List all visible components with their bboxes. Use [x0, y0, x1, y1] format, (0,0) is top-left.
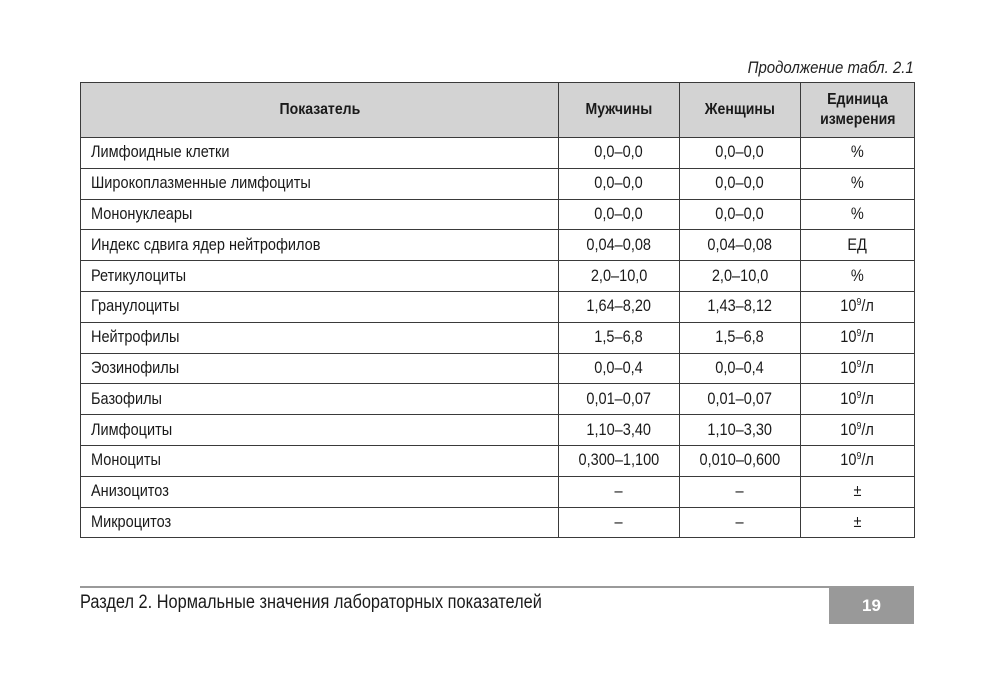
table-row	[81, 230, 915, 261]
cell-women: 0,0–0,0	[680, 168, 801, 199]
cell-men: 1,10–3,40	[559, 415, 680, 446]
cell-women: 0,04–0,08	[680, 230, 801, 261]
page-number: 19	[829, 588, 914, 624]
cell-indicator: Мононуклеары	[81, 199, 559, 230]
table-row	[81, 138, 915, 169]
cell-unit: $10^9/л$	[801, 415, 915, 446]
cell-men: –	[559, 476, 680, 507]
table-row	[81, 507, 915, 538]
table-row	[81, 445, 915, 476]
cell-indicator: Микроцитоз	[81, 507, 559, 538]
table-row	[81, 261, 915, 292]
cell-men: 1,5–6,8	[559, 322, 680, 353]
cell-unit: %	[801, 138, 915, 169]
cell-women: 1,10–3,30	[680, 415, 801, 446]
cell-women: 0,0–0,4	[680, 353, 801, 384]
cell-indicator: Нейтрофилы	[81, 322, 559, 353]
table-caption: Продолжение табл. 2.1	[747, 58, 914, 77]
cell-indicator: Базофилы	[81, 384, 559, 415]
cell-indicator: Гранулоциты	[81, 291, 559, 322]
cell-men: 0,0–0,0	[559, 168, 680, 199]
cell-women: 0,01–0,07	[680, 384, 801, 415]
cell-unit: $10^9/л$	[801, 445, 915, 476]
cell-men: 0,0–0,0	[559, 138, 680, 169]
cell-indicator: Эозинофилы	[81, 353, 559, 384]
table-row	[81, 322, 915, 353]
table-row	[81, 168, 915, 199]
cell-men: 1,64–8,20	[559, 291, 680, 322]
cell-men: –	[559, 507, 680, 538]
cell-men: 0,300–1,100	[559, 445, 680, 476]
cell-indicator: Лимфоциты	[81, 415, 559, 446]
cell-unit: $10^9/л$	[801, 291, 915, 322]
header-indicator: Показатель	[81, 83, 559, 138]
cell-indicator: Индекс сдвига ядер нейтрофилов	[81, 230, 559, 261]
cell-women: 1,5–6,8	[680, 322, 801, 353]
cell-indicator: Ретикулоциты	[81, 261, 559, 292]
cell-unit: %	[801, 168, 915, 199]
cell-women: 0,0–0,0	[680, 199, 801, 230]
cell-men: 2,0–10,0	[559, 261, 680, 292]
footer-divider	[80, 586, 914, 588]
cell-women: 0,0–0,0	[680, 138, 801, 169]
table-row	[81, 199, 915, 230]
cell-unit: %	[801, 199, 915, 230]
cell-indicator: Широкоплазменные лимфоциты	[81, 168, 559, 199]
cell-unit: $10^9/л$	[801, 322, 915, 353]
table-row	[81, 353, 915, 384]
cell-unit: $10^9/л$	[801, 384, 915, 415]
cell-indicator: Анизоцитоз	[81, 476, 559, 507]
cell-unit: $10^9/л$	[801, 353, 915, 384]
cell-women: 2,0–10,0	[680, 261, 801, 292]
cell-unit: %	[801, 261, 915, 292]
header-women: Женщины	[680, 83, 801, 138]
table-row	[81, 476, 915, 507]
cell-men: 0,0–0,0	[559, 199, 680, 230]
header-unit: Единица измерения	[801, 83, 915, 138]
table-row	[81, 291, 915, 322]
cell-women: –	[680, 476, 801, 507]
footer-section-title: Раздел 2. Нормальные значения лабораторных показателей	[80, 592, 542, 613]
cell-indicator: Лимфоидные клетки	[81, 138, 559, 169]
table-row	[81, 384, 915, 415]
table-row	[81, 415, 915, 446]
cell-women: 0,010–0,600	[680, 445, 801, 476]
lab-values-table	[80, 82, 915, 538]
cell-unit: ±	[801, 507, 915, 538]
cell-men: 0,04–0,08	[559, 230, 680, 261]
cell-women: –	[680, 507, 801, 538]
cell-unit: ЕД	[801, 230, 915, 261]
cell-indicator: Моноциты	[81, 445, 559, 476]
table-header-row	[81, 83, 915, 138]
cell-men: 0,0–0,4	[559, 353, 680, 384]
cell-women: 1,43–8,12	[680, 291, 801, 322]
cell-unit: ±	[801, 476, 915, 507]
cell-men: 0,01–0,07	[559, 384, 680, 415]
header-men: Мужчины	[559, 83, 680, 138]
